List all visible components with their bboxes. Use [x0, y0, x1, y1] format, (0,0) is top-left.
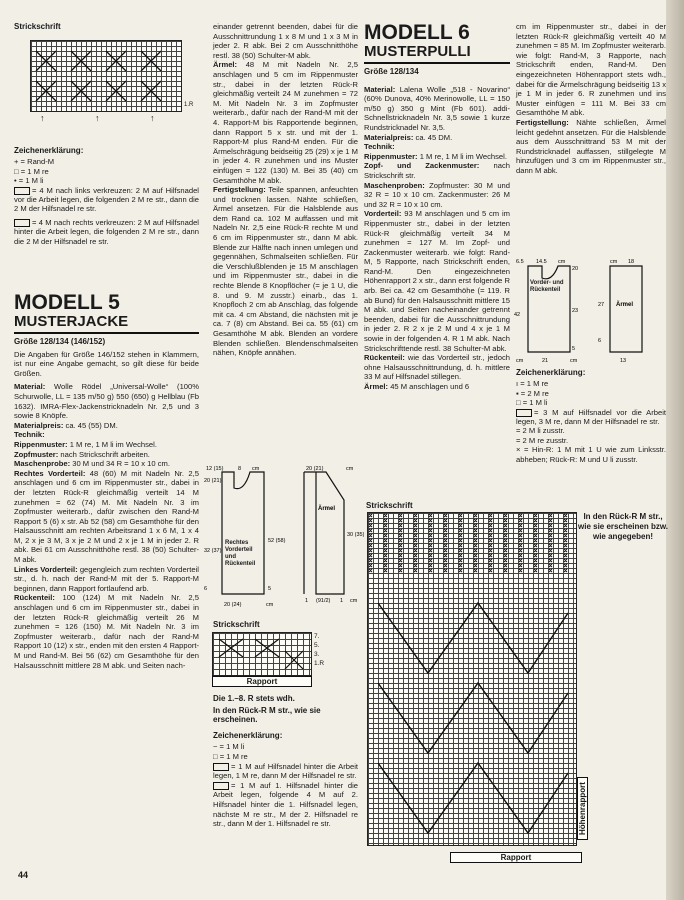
- page-spine-shadow: [666, 0, 684, 900]
- masche-text: 30 M und 34 R = 10 x 10 cm.: [72, 459, 170, 469]
- sketch-dim: 20 (21): [306, 466, 324, 472]
- sketch-dim: 6: [598, 338, 602, 344]
- sketch-dim: cm: [266, 602, 274, 608]
- continued-text: einander getrennt beenden, dabei für die Ausschnittrundung 1 x 8 M und 1 x 3 M in jeder 2. R abk. Bei 2 cm Ausschnitthöhe restl. 38 (50) Schulter-M abk.: [213, 22, 358, 60]
- modell6-name: MUSTERPULLI: [364, 44, 510, 64]
- chart-title-3: Strickschrift: [366, 501, 413, 510]
- legend-item: = 1 M auf 1. Hilfsnadel hinter die Arbeit legen, folgende 4 M auf 2. Hilfsnadel hinter die 1. Hilfsnadel legen, nächste M re str., M der 2. Hilfsnadel re str., dann M der 1. Hilfsnadel re str.: [213, 780, 358, 829]
- rueck-note: In den Rück-R M str., wie sie erscheinen.: [213, 705, 321, 725]
- rueckenteil-text: 100 (124) M mit Nadeln Nr. 2,5 anschlagen und 6 cm im Rippenmuster str., dabei in der letzten Rück-R gleichmäßig verteilt 26 M zunehmen = 126 (150) M. Mit Nadeln Nr. 3 im Zopfmuster weiterarb., dafür nach der Rand-M Rapport 10 (12) x str., enden mit den ersten 4 Rapport-M und Rand-M. Bei 56 (62) cm Gesamthöhe für den Halsausschnitt mittlere 28 M abk. und Seiten nach-: [14, 593, 199, 670]
- sketch-label-aermel: Ärmel: [318, 506, 336, 512]
- knitting-chart-2: [212, 632, 312, 676]
- legend2-title: Zeichenerklärung:: [213, 730, 283, 740]
- linkes-vorderteil-text: gegengleich zum rechten Vorderteil str., d. h. nach der Rand-M mit der 5. Rapport-M beginnen, dann Rapport fortlaufend arb.: [14, 564, 199, 593]
- sketch-label-front: Vorder- und Rückenteil: [530, 280, 564, 293]
- rapport-label-2: Rapport: [212, 676, 312, 687]
- modell5-material: Wolle Rödel „Universal-Wolle“ (100% Schurwolle, LL = 135 m/50 g) 550 (650) g Hellblau (Fb 1632). IMRA-Flex-Jackenstricknadeln Nr. 2,5 und 3 sowie 8 Knöpfe.: [14, 382, 199, 421]
- sketch-dim: 42: [514, 312, 521, 318]
- hoehenrapport-text: Höhenrapport: [577, 777, 588, 840]
- chart-title-modell5: Strickschrift: [14, 22, 61, 31]
- sketch-dim: 1: [305, 598, 309, 604]
- modell5-intro: Die Angaben für Größe 146/152 stehen in Klammern, ist nur eine Angabe gemacht, so gilt diese für beide Größen.: [14, 349, 199, 378]
- rechtes-vorderteil-text: 48 (60) M mit Nadeln Nr. 2,5 anschlagen und 6 cm im Rippenmuster str., dabei in der letzten Rück-R gleichmäßig verteilt 14 M zunehmen = 62 (74) M. Mit Nadeln Nr. 3 im Zopfmuster weiterarb., dafür zwischen den Rand-M Rapport 5 (6) x str. Ab 52 (58) cm Gesamthöhe für den Halsausschnitt am rechten Arbeitsrand 1 x 6 M, 1 x 4 M, 2 x je 3 M, 3 x je 2 M und 2 x je 1 M in jeder 2. R abk. Bei 61 cm Ausschnitthöhe restl. 38 (50) Schulter-M abk.: [14, 468, 199, 565]
- sketch-label-aermel: Ärmel: [616, 302, 634, 308]
- sketch-dim: 23: [572, 308, 579, 314]
- sketch-dim: 12 (15): [206, 466, 224, 472]
- legend-title: Zeichenerklärung:: [516, 368, 586, 377]
- zopf-text: nach Strickschrift str.: [364, 161, 510, 180]
- modell6-material: Lalena Wolle „518 - Novarino“ (60% Dunova, 40% Merinowolle, LL = 150 m/50 g) 350 g Mint (Fb 601). addi-Schnellstricknadeln Nr. 3,5 sowie 1 kurze Rundstricknadel Nr. 3,5.: [364, 84, 510, 132]
- technik-heading: Technik:: [14, 430, 45, 440]
- column-4: cm im Rippenmuster str., dabei in der letzten Rück-R gleichmäßig verteilt 40 M zunehmen = 85 M. Im Zopfmuster weiterarb. wie folgt: Rand-M, 3 Rapporte, nach Strickschrift enden, Rand-M. Den eingezeichneten Höhenrapport stets wdh., dabei für die Ärmelschrägung beidseitig 13 x je 1 M in jeder 6. R zunehmen und ins Muster einfügen = 111 M. Bei 33 cm Gesamthöhe M abk. Fertigstellung: Nähte schließen, Ärmel leicht gedehnt ansetzen. Für die Halsblende aus dem Ausschnittrand 53 M mit der Rundstricknadel auffassen, stillgelegte M hinzufügen und 3 cm im Rippenmuster str., dann M abk.: [516, 22, 666, 175]
- cable-symbol-icon: [213, 763, 229, 771]
- schematic-modell6: [514, 256, 664, 366]
- row-label: 5.: [314, 642, 320, 649]
- modell5-price: ca. 45 (55) DM.: [65, 420, 118, 430]
- arrow-up-icon: ↑: [95, 113, 100, 123]
- page-number: 44: [18, 870, 29, 880]
- column-2: einander getrennt beenden, dabei für die Ausschnittrundung 1 x 8 M und 1 x 3 M in jeder 2. R abk. Bei 2 cm Ausschnitthöhe restl. 38 (50) Schulter-M abk. Ärmel: 48 M mit Nadeln Nr. 2,5 anschlagen und 5 cm im Rippenmuster str., dabei in der letzten Rück-R gleichmäßig verteilt 24 M zunehmen = 72 M. Mit Nadeln Nr. 3 im Zopfmuster weiterarb., dafür nach der Rand-M mit der 4. Rapport-M bis Rapportende beginnen, dann Rapport 5 x str. und mit der 1. Rapport-M plus Rand-M enden. Für die Ärmelschrägung beidseitig 25 (29) x je 1 M in jeder 4. R zunehmen und ins Muster einfügen = 122 (130) M. Bei 35 (40) cm Gesamthöhe M abk. Fertigstellung: Teile spannen, anfeuchten und trocknen lassen. Nähte schließen, Ärmel ansetzen. Für die Halsblende aus dem Rand ca. 102 M auffassen und mit Nadeln Nr. 2,5 eine Rück-R rechte M und 6 cm im Rippenmuster str., dann M abk. Blende zur Hälfte nach innen umlegen und gegennähen, Schmalseiten schließen. Für die Verschlußblenden je 15 M anschlagen und im Rippenmuster str., dabei in die rechte Blende 8 Knopflöcher (= je 1 U, die 8. und 9. M zusstr.) einarb., das 1. Knopfloch 2 cm ab Anschlag, das folgende mit ca. 4 cm Abstand, die nächsten mit je ca. 7 (8) cm Abstand. Bei ca. 55 (61) cm Gesamthöhe M abk. Blenden an vordere Blenden schließen. Blendenschmalseiten nähen, Knöpfe annähen.: [213, 22, 358, 358]
- modell5-size: Größe 128/134 (146/152): [14, 337, 106, 346]
- sketch-dim: 1: [340, 598, 344, 604]
- chart2-notes: [213, 694, 358, 829]
- legend-item: • = 1 M li: [14, 176, 44, 186]
- sketch-dim: 14.5: [536, 259, 547, 265]
- modell5-section: MODELL 5 MUSTERJACKE Größe 128/134 (146/152) Die Angaben für Größe 146/152 stehen in Klammern, ist nur eine Angabe gemacht, so gilt diese für beide Größen. Material: Wolle Rödel „Universal-Wolle“ (100% Schurwolle, LL = 135 m/50 g) 550 (650) g Hellblau (Fb 1632). IMRA-Flex-Jackenstricknadeln Nr. 2,5 und 3 sowie 8 Knöpfe. Materialpreis: ca. 45 (55) DM. Technik: Rippenmuster: 1 M re, 1 M li im Wechsel. Zopfmuster: nach Strickschrift arbeiten. Maschenprobe: 30 M und 34 R = 10 x 10 cm. Rechtes Vorderteil: 48 (60) M mit Nadeln Nr. 2,5 anschlagen und 6 cm im Rippenmuster str., dabei in der letzten Rück-R gleichmäßig verteilt 14 M zunehmen = 62 (74) M. Mit Nadeln Nr. 3 im Zopfmuster weiterarb., dafür zwischen den Rand-M Rapport 5 (6) x str. Ab 52 (58) cm Gesamthöhe für den Halsausschnitt am rechten Arbeitsrand 1 x 6 M, 1 x 4 M, 2 x je 3 M, 3 x je 2 M und 2 x je 1 M in jeder 2. R abk. Bei 61 cm Ausschnitthöhe restl. 38 (50) Schulter-M abk. Linkes Vorderteil: gegengleich zum rechten Vorderteil str., d. h. nach der Rand-M mit der 5. Rapport-M beginnen, dann Rapport fortlaufend arb. Rückenteil: 100 (124) M mit Nadeln Nr. 2,5 anschlagen und 6 cm im Rippenmuster str., dabei in der letzten Rück-R gleichmäßig verteilt 26 M zunehmen = 126 (150) M. Mit Nadeln Nr. 3 im Zopfmuster weiterarb., dafür nach der Rand-M Rapport 10 (12) x str., enden mit den ersten 4 Rapport-M und Rand-M. Bei 56 (62) cm Gesamthöhe für den Halsausschnitt mittlere 28 M abk. und Seiten nach-: [14, 291, 199, 670]
- legend-title: Zeichenerklärung:: [14, 146, 84, 155]
- legend-item: + = Rand-M: [14, 157, 55, 167]
- sketch-dim: cm: [570, 358, 578, 364]
- schematic-modell5: [204, 462, 364, 610]
- legend-item: □ = 1 M re: [14, 166, 49, 176]
- legend-item: = 2 M li zusstr.: [516, 426, 565, 436]
- sketch-dim: cm: [252, 466, 260, 472]
- arrow-up-icon: ↑: [150, 113, 155, 123]
- fertigstellung-text: Nähte schließen, Ärmel leicht gedehnt ansetzen. Für die Halsblende aus dem Ausschnittrand 53 M mit der Rundstricknadel auffassen, stillgelegte M hinzufügen und 3 cm im Rippenmuster str., dann M abk.: [516, 117, 666, 175]
- masche-text: Zopfmuster: 30 M und 32 R = 10 x 10 cm. Zackenmuster: 26 M und 32 R = 10 x 10 cm.: [364, 180, 510, 209]
- continued-text: cm im Rippenmuster str., dabei in der letzten Rück-R gleichmäßig verteilt 40 M zunehmen = 85 M. Im Zopfmuster weiterarb. wie folgt: Rand-M, 3 Rapporte, nach Strickschrift enden, Rand-M. Den eingezeichneten Höhenrapport stets wdh., dabei für die Ärmelschrägung beidseitig 13 x je 1 M in jeder 6. R zunehmen und ins Muster einfügen = 111 M. Bei 33 cm Gesamthöhe M abk.: [516, 22, 666, 118]
- sketch-dim: 6.5: [516, 259, 524, 265]
- column-1: [14, 22, 199, 34]
- sketch-label-front: Rechtes Vorderteil und Rückenteil: [225, 540, 256, 567]
- rip-text: 1 M re, 1 M li im Wechsel.: [419, 151, 507, 161]
- modell5-heading: MODELL 5: [14, 291, 120, 314]
- sketch-dim: 20: [572, 266, 579, 272]
- sketch-dim: 32 (37): [204, 548, 222, 554]
- vorderteil-text: 93 M anschlagen und 5 cm im Rippenmuster str., dabei in der letzten Rück-R gleichmäßig verteilt 34 M zunehmen = 127 M. Im Zopf- und Zackenmuster weiterarb. wie folgt: Rand-M, 5 Rapporte, nach Strickschrift enden, Rand-M. Den eingezeichneten Höhenrapport 2 x str., dann erst folgende R arb. Bei ca. 42 cm Gesamthöhe (= 119. R ab Bund) für den Halsausschnitt mittlere 15 M abk. und Seiten nacheinander getrennt beenden, dabei für die Ausschnittrundung in jeder 2. R 2 x je 2 M und 4 x je 1 M sowie in der folgenden 4. R 1 M abk. Nach Strickschrifttende restl. 38 Schulter-M abk.: [364, 209, 510, 353]
- rip-text: 1 M re, 1 M li im Wechsel.: [69, 439, 157, 449]
- zopf-text: nach Strickschrift arbeiten.: [60, 449, 150, 459]
- rapport-label-3: Rapport: [450, 852, 582, 863]
- technik-heading: Technik:: [364, 142, 395, 152]
- column-3: MODELL 6 MUSTERPULLI Größe 128/134 Material: Lalena Wolle „518 - Novarino“ (60% Dunova, 40% Merinowolle, LL = 150 m/50 g) 350 g Mint (Fb 601). addi-Schnellstricknadeln Nr. 3,5 sowie 1 kurze Rundstricknadel Nr. 3,5. Materialpreis: ca. 45 DM. Technik: Rippenmuster: 1 M re, 1 M li im Wechsel. Zopf- und Zackenmuster: nach Strickschrift str. Maschenproben: Zopfmuster: 30 M und 32 R = 10 x 10 cm. Zackenmuster: 26 M und 32 R = 10 x 10 cm. Vorderteil: 93 M anschlagen und 5 cm im Rippenmuster str., dabei in der letzten Rück-R gleichmäßig verteilt 34 M zunehmen = 127 M. Im Zopf- und Zackenmuster weiterarb. wie folgt: Rand-M, 5 Rapporte, nach Strickschrift enden, Rand-M. Den eingezeichneten Höhenrapport 2 x str., dann erst folgende R arb. Bei ca. 42 cm Gesamthöhe (= 119. R ab Bund) für den Halsausschnitt mittlere 15 M abk. und Seiten nacheinander getrennt beenden, dabei für die Ausschnittrundung in jeder 2. R 2 x je 2 M und 4 x je 1 M sowie in der folgenden 4. R 1 M abk. Nach Strickschrifttende restl. 38 Schulter-M abk. Rückenteil: wie das Vorderteil str., jedoch ohne Halsausschnittrundung, d. h. mittlere 33 M auf Hilfsnadel stillegen. Ärmel: 45 M anschlagen und 6: [364, 21, 510, 391]
- sketch-dim: cm: [558, 259, 566, 265]
- sketch-dim: 18: [628, 259, 635, 265]
- knitting-chart-modell6: [367, 512, 577, 846]
- modell5-name: MUSTERJACKE: [14, 314, 199, 334]
- sketch-dim: 20 (21): [204, 478, 222, 484]
- legend-item: □ = 1 M li: [516, 398, 548, 408]
- cross-right-symbol-icon: [14, 219, 30, 227]
- chart-title-2: Strickschrift: [213, 620, 260, 629]
- sketch-dim: 13: [620, 358, 627, 364]
- cable-symbol-icon: [213, 782, 229, 790]
- legend-item: ı = 1 M re: [516, 379, 549, 389]
- sketch-dim: (91/2): [316, 598, 331, 604]
- aermel-text: 45 M anschlagen und 6: [390, 382, 470, 391]
- sketch-dim: 21: [542, 358, 549, 364]
- sketch-dim: 27: [598, 302, 605, 308]
- legend-modell6: [516, 368, 666, 464]
- rueckenteil-text: wie das Vorderteil str., jedoch ohne Halsausschnittrundung, d. h. mittlere 33 M auf Hilfsnadel stillegen.: [364, 353, 510, 382]
- sketch-dim: 20 (24): [224, 602, 242, 608]
- sketch-dim: 52 (58): [268, 538, 286, 544]
- row-label: 1.R: [314, 660, 325, 667]
- legend-item: = 4 M nach rechts verkreuzen: 2 M auf Hilfsnadel hinter die Arbeit legen, die folgenden 2 M re str., dann die 2 M der Hilfsnadel re str.: [14, 217, 199, 246]
- legend-item: □ = 1 M re: [213, 751, 248, 761]
- row-label: 3.: [314, 651, 320, 658]
- modell6-size: Größe 128/134: [364, 67, 419, 76]
- legend-item: = 3 M auf Hilfsnadel vor die Arbeit legen, 3 M re, dann M der Hilfsnadel re str.: [516, 407, 666, 427]
- sketch-dim: cm: [516, 358, 524, 364]
- sketch-dim: 30 (35): [347, 532, 364, 538]
- chart-row-label: 1.R: [184, 102, 194, 108]
- arrow-up-icon: ↑: [40, 113, 45, 123]
- fertigstellung-text: Teile spannen, anfeuchten und trocknen lassen. Nähte schließen, Ärmel ansetzen. Für die Halsblende aus dem Rand ca. 102 M auffassen und mit Nadeln Nr. 2,5 eine Rück-R rechte M und 6 cm im Rippenmuster str., dann M abk. Blende zur Hälfte nach innen umlegen und gegennähen, Schmalseiten schließen. Für die Verschlußblenden je 15 M anschlagen und im Rippenmuster str., dabei in die rechte Blende 8 Knopflöcher (= je 1 U, die 8. und 9. M zusstr.) einarb., das 1. Knopfloch 2 cm ab Anschlag, das folgende mit ca. 4 cm Abstand, die nächsten mit je ca. 7 (8) cm Abstand. Bei ca. 55 (61) cm Gesamthöhe M abk. Blenden an vordere Blenden schließen. Blendenschmalseiten nähen, Knöpfe annähen.: [213, 185, 358, 358]
- hoehenrapport-label: [577, 690, 587, 840]
- repeat-note: Die 1.–8. R stets wdh.: [213, 694, 295, 703]
- sketch-dim: cm: [610, 259, 618, 265]
- chart2-row-labels: [314, 632, 324, 668]
- sketch-dim: cm: [346, 466, 354, 472]
- sketch-dim: 8: [238, 466, 242, 472]
- cable-symbol-icon: [516, 409, 532, 417]
- aermel-text: 48 M mit Nadeln Nr. 2,5 anschlagen und 5 cm im Rippenmuster str., dabei in der letzten Rück-R gleichmäßig verteilt 24 M zunehmen = 72 M. Mit Nadeln Nr. 3 im Zopfmuster weiterarb., dafür nach der Rand-M mit der 4. Rapport-M bis Rapportende beginnen, dann Rapport 5 x str. und mit der 1. Rapport-M plus Rand-M enden. Für die Ärmelschrägung beidseitig 25 (29) x je 1 M in jeder 4. R zunehmen und ins Muster einfügen = 122 (130) M. Bei 35 (40) cm Gesamthöhe M abk.: [213, 60, 358, 185]
- sketch-dim: 6: [204, 586, 208, 592]
- row-label: 7.: [314, 633, 320, 640]
- chart-x-marks: [369, 514, 567, 572]
- legend-item: = 4 M nach links verkreuzen: 2 M auf Hilfsnadel vor die Arbeit legen, die folgenden 2 M re str., dann die 2 M der Hilfsnadel re str.: [14, 185, 199, 214]
- modell6-price: ca. 45 DM.: [415, 132, 453, 142]
- sketch-dim: cm: [350, 598, 358, 604]
- cross-left-symbol-icon: [14, 187, 30, 195]
- modell6-heading: MODELL 6: [364, 21, 470, 44]
- legend-item: × = Hin-R: 1 M mit 1 U wie zum Linksstr. abheben; Rück-R: M und U li zusstr.: [516, 445, 666, 464]
- knitting-chart-modell5: [30, 40, 182, 112]
- sketch-dim: 5: [268, 586, 272, 592]
- legend-item: ▪ = 2 M re: [516, 388, 549, 398]
- legend-modell5: [14, 146, 199, 246]
- legend-item: = 2 M re zusstr.: [516, 435, 569, 445]
- legend-item: − = 1 M li: [213, 742, 245, 752]
- callout-note: In den Rück-R M str., wie sie erscheinen bzw. wie angegeben!: [578, 512, 668, 541]
- sketch-dim: 5: [572, 346, 576, 352]
- legend-item: = 1 M auf Hilfsnadel hinter die Arbeit legen, 1 M re, dann M der Hilfsnadel re str.: [213, 761, 358, 781]
